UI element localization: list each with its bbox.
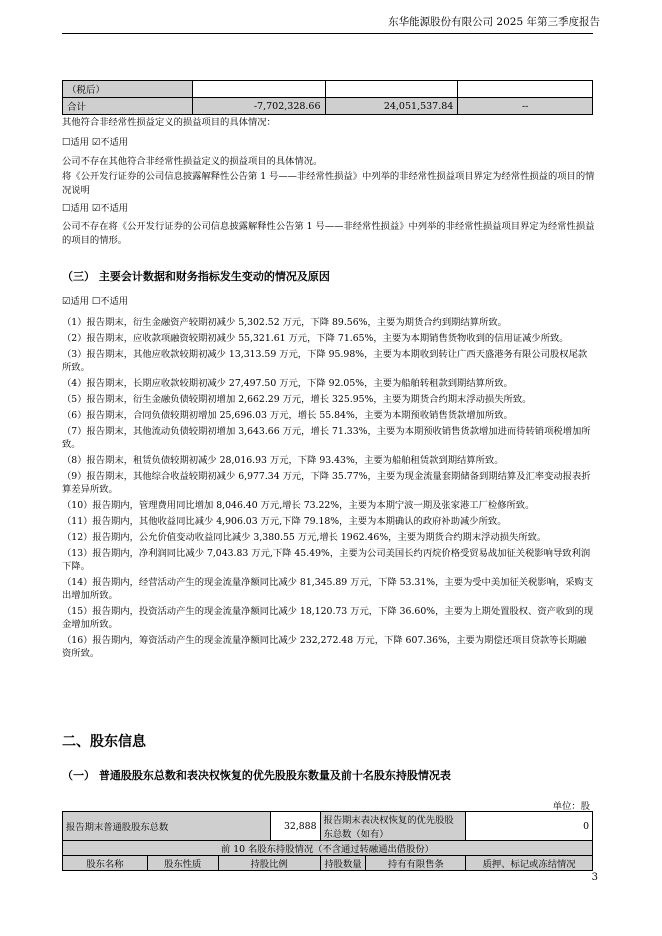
table-cell: 24,051,537.84 [325, 98, 458, 115]
unit-label: 单位：股 [552, 801, 590, 812]
table-cell: -7,702,328.66 [192, 98, 325, 115]
paragraph: 公司不存在其他符合非经常性损益定义的损益项目的具体情况。 [62, 156, 323, 167]
list-item: （12）报告期内，公允价值变动收益同比减少 3,380.55 万元,增长 1962.46%，主要为期货合约期末浮动损失所致。 [62, 532, 547, 543]
row-label: 合计 [63, 98, 193, 115]
list-item: （14）报告期内，经营活动产生的现金流量净额同比减少 81,345.89 万元，下降 53.31%，主要为受中美加征关税影响，采购支出增加所致。 [62, 577, 594, 601]
column-header: 股东性质 [147, 856, 218, 871]
column-header: 质押、标记或冻结情况 [466, 856, 593, 871]
table-header-row [63, 856, 593, 871]
list-item: （7）报告期末，其他流动负债较期初增加 3,643.66 万元，增长 71.33%，主要为本期预收销售货款增加进而待转销项税增加所致。 [62, 426, 591, 450]
paragraph: 将《公开发行证券的公司信息披露解释性公告第 1 号——非经常性损益》中列举的非经常性损益项目界定为经常性损益的项目的情况说明 [62, 171, 595, 196]
list-item: （2）报告期末，应收款项融资较期初减少 55,321.61 万元，下降 71.65%，主要为本期销售货物收到的信用证减少所致。 [62, 333, 569, 344]
list-item: （13）报告期内，净利润同比减少 7,043.83 万元,下降 45.49%，主要为公司美国长约丙烷价格受贸易战加征关税影响导致利润下降。 [62, 548, 591, 572]
column-header: 持有有限售条 [366, 856, 466, 871]
table-cell [325, 81, 458, 98]
table-row [63, 81, 593, 98]
header-divider [62, 33, 593, 34]
subsection-heading: （一） 普通股股东总数和表决权恢复的优先股股东数量及前十名股东持股情况表 [62, 769, 451, 782]
applicability-option: ☐适用 ☑不适用 [62, 203, 129, 214]
column-header: 持股数量 [320, 856, 366, 871]
applicability-option: ☐适用 ☑不适用 [62, 137, 129, 148]
list-item: （8）报告期末，租赁负债较期初减少 28,016.93 万元，下降 93.43%，主要为船舶租赁款到期结算所致。 [62, 455, 504, 466]
change-explanations-list [62, 316, 594, 663]
list-item: （5）报告期末，衍生金融负债较期初增加 2,662.29 万元，增长 325.95%，主要为期货合约期末浮动损失所致。 [62, 394, 532, 405]
page-header: 东华能源股份有限公司 2025 年第三季度报告 [388, 16, 600, 28]
non-recurring-gains-table [62, 80, 593, 115]
top10-caption: 前 10 名股东持股情况（不含通过转融通出借股份） [63, 841, 593, 856]
column-header: 持股比例 [218, 856, 320, 871]
table-cell: -- [458, 98, 593, 115]
list-item: （10）报告期内，管理费用同比增加 8,046.40 万元,增长 73.22%，主要为本期宁波一期及张家港工厂检修所致。 [62, 500, 535, 511]
list-item: （16）报告期内，筹资活动产生的现金流量净额同比减少 232,272.48 万元，下降 607.36%，主要为期偿还项目贷款等长期融资所致。 [62, 635, 587, 659]
table-row [63, 98, 593, 115]
list-item: （9）报告期末，其他综合收益较期初减少 6,977.34 万元，下降 35.77%，主要为现金流量套期储备到期结算及汇率变动报表折算差异所致。 [62, 471, 591, 495]
column-header: 股东名称 [63, 856, 148, 871]
page-number: 3 [591, 872, 598, 883]
list-item: （1）报告期末，衍生金融资产较期初减少 5,302.52 万元，下降 89.56%，主要为期货合约到期结算所致。 [62, 317, 507, 328]
row-label: （税后） [63, 81, 193, 98]
list-item: （6）报告期末，合同负债较期初增加 25,696.03 万元，增长 55.84%，主要为本期预收销售货款增加所致。 [62, 410, 513, 421]
applicability-option: ☑适用 ☐不适用 [62, 296, 129, 307]
list-item: （15）报告期内，投资活动产生的现金流量净额同比减少 18,120.73 万元，下降 36.60%，主要为上期处置股权、资产收到的现金增加所致。 [62, 606, 594, 630]
preferred-holders-label: 报告期末表决权恢复的优先股股东总数（如有） [320, 812, 466, 841]
paragraph: 其他符合非经常性损益定义的损益项目的具体情况： [62, 117, 276, 128]
section-heading: 二、股东信息 [62, 734, 146, 750]
section-title: （三） 主要会计数据和财务指标发生变动的情况及原因 [62, 270, 330, 283]
table-cell [192, 81, 325, 98]
table-row [63, 812, 593, 841]
table-row [63, 841, 593, 856]
table-cell [458, 81, 593, 98]
list-item: （11）报告期内，其他收益同比减少 4,906.03 万元,下降 79.18%，主要为本期确认的政府补助减少所致。 [62, 516, 507, 527]
list-item: （3）报告期末，其他应收款较期初减少 13,313.59 万元，下降 95.98%，主要为本期收到转让广西天盛港务有限公司股权尾款所致。 [62, 349, 588, 373]
paragraph: 公司不存在将《公开发行证券的公司信息披露解释性公告第 1 号——非经常性损益》中列举的非经常性损益项目界定为经常性损益的项目的情形。 [62, 221, 595, 246]
shareholders-table [62, 811, 593, 871]
preferred-holders-value: 0 [466, 812, 593, 841]
total-holders-label: 报告期末普通股股东总数 [63, 812, 271, 841]
total-holders-value: 32,888 [270, 812, 320, 841]
list-item: （4）报告期末，长期应收款较期初减少 27,497.50 万元，下降 92.05%，主要为船舶转租款到期结算所致。 [62, 378, 513, 389]
